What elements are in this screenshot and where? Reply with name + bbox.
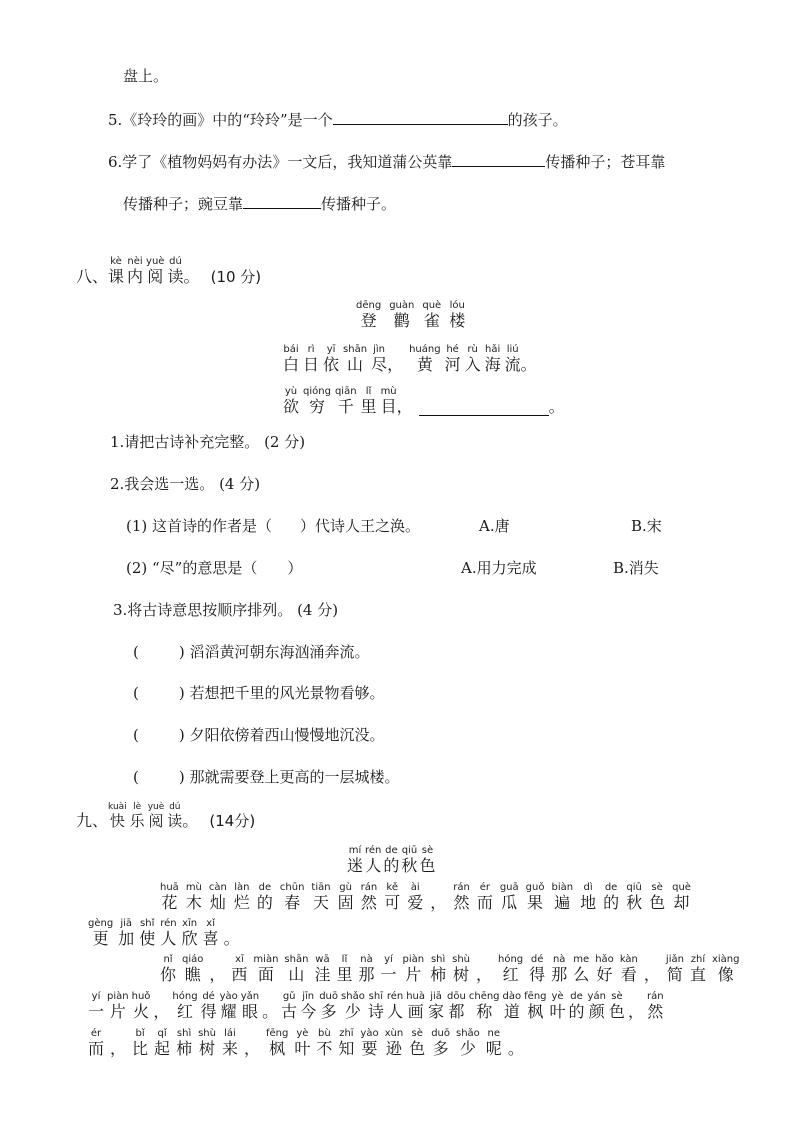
article-char: shǎo 少 [456,1028,480,1058]
question-2-1-prefix: (1) 这首诗的作者是（ [126,517,273,535]
article-char: xiàng 像 [711,954,740,984]
article-char: qǐ 起 [154,1028,171,1058]
article-char: shān 山 [284,954,309,984]
article-char: biàn 遍 [551,882,574,912]
question-2-1 [126,516,666,536]
article-char: hóng 红 [498,954,524,984]
poem-comma: ， [387,355,404,374]
article-char: xī 西 [231,954,248,984]
article-char: wā 洼 [314,954,331,984]
order-item [133,683,385,703]
article-char: shǎo 少 [341,991,365,1021]
article-char: làn 烂 [233,882,250,912]
section-8-heading [76,256,261,286]
article-punctuation: ， [643,965,660,984]
article-char: ér 而 [88,1028,105,1058]
article-char: dé 得 [200,991,217,1021]
article-char: huā 花 [160,882,179,912]
poem-char: yī 依 [323,344,340,374]
order-item-text: 若想把千里的风光景物看够。 [189,684,385,702]
article-char: me 么 [573,954,590,984]
article-char: jiǎn 简 [665,954,684,984]
question-4-tail: 盘上。 [123,67,169,85]
question-5 [108,110,568,130]
article-char: sè 色 [608,991,625,1021]
question-5-answer-blank[interactable] [333,110,508,125]
question-6-line2-prefix: 传播种子；豌豆靠 [123,195,244,213]
poem-char: qiān 千 [334,386,357,416]
question-2-2-suffix: ） [287,559,303,577]
question-2-2-option-a[interactable]: A.用力完成 [461,559,537,577]
article-char: yè 叶 [549,991,566,1021]
article-char: piàn 片 [402,954,425,984]
section-9-title-char: lè 乐 [129,802,145,830]
article-char: dì 地 [580,882,597,912]
poem-title-char: què 雀 [422,300,442,330]
question-6 [108,152,665,172]
section-8-question-1: 1.请把古诗补充完整。 (2 分) [110,433,306,451]
article-char: yào 耀 [219,991,238,1021]
question-2-2 [126,558,666,578]
question-2-1-suffix: ）代诗人王之涣。 [300,517,421,535]
paren-open: ( [133,643,139,661]
article-punctuation: ， [243,1039,260,1058]
article-char: ér 而 [476,882,493,912]
article-char: kě 可 [384,882,401,912]
article-char: yè 叶 [294,1028,311,1058]
section-8-question-3: 3.将古诗意思按顺序排列。 (4 分) [113,601,339,619]
article-char: guā 瓜 [499,882,519,912]
order-item-text: 滔滔黄河朝东海汹涌奔流。 [189,643,370,661]
poem-line-1 [283,344,537,374]
poem-char: huáng 黄 [409,344,441,374]
question-2-2-option-b[interactable]: B.消失 [613,559,659,577]
article-char: gǔ 古 [281,991,298,1021]
paren-open: ( [133,726,139,744]
article-char: fēng 枫 [524,991,547,1021]
article-title-char: mí 迷 [347,845,364,875]
article-char: qiáo 瞧 [182,954,204,984]
section-9-title-end: 。 [182,811,199,830]
article-char: ài 爱 [407,882,424,912]
poem-comma: ， [396,397,413,416]
question-6-prefix: 6.学了《植物妈妈有办法》一文后，我知道蒲公英靠 [108,153,453,171]
paren-open: ( [133,684,139,702]
article-punctuation: 。 [507,1039,524,1058]
section-8-question-2: 2.我会选一选。 (4 分) [110,475,261,493]
article-char: huà 画 [406,991,426,1021]
order-item [133,642,370,662]
article-char: ne 呢 [485,1028,502,1058]
order-item-text: 夕阳依傍着西山慢慢地沉没。 [189,726,385,744]
poem-char: qióng 穷 [303,386,331,416]
paren-close: ) [178,643,185,661]
article-char: dé 得 [529,954,546,984]
poem-line-2 [283,386,565,416]
article-title-char: de 的 [383,845,400,875]
question-6-line2-suffix: 传播种子。 [321,195,397,213]
section-9-heading [76,800,255,830]
article-char: dào 道 [502,991,522,1021]
article-char: hǎo 好 [595,954,614,984]
article-char: bǐ 比 [132,1028,149,1058]
article-char: shì 柿 [176,1028,193,1058]
article-char: yào 要 [360,1028,379,1058]
poem-title-char: lóu 楼 [449,300,466,330]
section-9-title-char: dú 读 [167,802,183,830]
question-2-2-prefix: (2) “尽”的意思是（ [126,559,258,577]
article-char: shù 树 [198,1028,216,1058]
article-p2-line3 [88,1028,530,1058]
article-char: zhí 直 [689,954,706,984]
article-title-char: qiū 秋 [401,845,418,875]
article-punctuation: 。 [262,1002,279,1021]
question-6-dandelion-blank[interactable] [452,152,545,167]
article-char: sè 色 [649,882,666,912]
section-8-title-char: yuè 阅 [146,256,165,286]
order-item [133,767,400,787]
article-char: de 的 [603,882,620,912]
poem-period: 。 [548,397,565,416]
article-punctuation: ， [476,965,493,984]
poem-title [352,300,469,330]
article-char: jīn 今 [300,991,317,1021]
section-9-score: (14分) [209,812,256,830]
order-item-text: 那就需要登上更高的一层城楼。 [189,768,400,786]
question-6-pea-blank[interactable] [243,194,321,209]
article-char: jiā 加 [118,918,135,948]
poem-char: mù 目 [380,386,397,416]
question-2-1-option-a[interactable]: A.唐 [479,517,510,535]
article-char: xīn 欣 [181,918,198,948]
question-5-suffix: 的孩子。 [507,111,568,129]
article-char: rén 人 [160,918,177,948]
article-punctuation: ， [110,1039,127,1058]
article-char: càn 灿 [208,882,227,912]
poem-title-char: guàn 鹳 [389,300,415,330]
poem-char: liú 流 [504,344,521,374]
article-char: lǐ 里 [336,954,353,984]
article-punctuation: ， [627,1002,644,1021]
article-punctuation: 。 [223,929,240,948]
article-p2-line1 [160,954,745,984]
article-char: jiā 家 [428,991,445,1021]
article-char: nà 那 [551,954,568,984]
article-char: hóng 红 [172,991,198,1021]
section-8-title-char: kè 课 [108,256,125,286]
poem-char: lǐ 里 [360,386,377,416]
article-char: huǒ 火 [131,991,151,1021]
article-char: nà 那 [358,954,375,984]
article-char: xùn 逊 [384,1028,404,1058]
article-char: sè 色 [409,1028,426,1058]
article-char: kàn 看 [619,954,638,984]
order-item [133,725,385,745]
article-title-char: rén 人 [365,845,382,875]
article-char: zhī 知 [338,1028,355,1058]
article-char: rán 然 [453,882,470,912]
article-char: guǒ 果 [525,882,545,912]
section-9-title-char: yuè 阅 [147,802,165,830]
section-8-score: (10 分) [210,268,262,286]
article-char: chēng 称 [468,991,500,1021]
article-char: mù 木 [185,882,202,912]
article-char: yí 一 [88,991,105,1021]
poem-title-char: dēng 登 [356,300,382,330]
section-8-title-char: nèi 内 [127,256,144,286]
article-char: miàn 面 [253,954,279,984]
question-5-prefix: 5.《玲玲的画》中的“玲玲”是一个 [108,111,333,129]
question-6-line2 [123,194,396,214]
article-char: xǐ 喜 [202,918,219,948]
section-8-title-end: 。 [183,267,200,286]
poem-period: 。 [520,355,537,374]
article-char: gù 固 [337,882,354,912]
article-char: rán 然 [360,882,378,912]
section-8-number: 八、 [76,267,109,286]
article-char: shī 诗 [367,991,384,1021]
question-6-mid: 传播种子；苍耳靠 [545,153,666,171]
section-9-number: 九、 [76,811,109,830]
article-char: shǐ 使 [139,918,156,948]
article-char: nǐ 你 [160,954,177,984]
paren-close: ) [178,684,185,702]
article-p2-line2 [88,991,667,1021]
article-title [346,845,436,875]
question-2-1-option-b[interactable]: B.宋 [631,517,662,535]
article-char: de 的 [568,991,585,1021]
section-8-title-char: dú 读 [167,256,184,286]
article-punctuation: ， [209,965,226,984]
poem-char: shān 山 [343,344,368,374]
article-char: duō 多 [431,1028,450,1058]
article-p1-line2 [88,918,245,948]
poem-char: rù 入 [464,344,481,374]
article-char: bù 不 [316,1028,333,1058]
article-punctuation: ， [430,893,447,912]
article-char: chūn 春 [279,882,305,912]
poem-char: rì 日 [303,344,320,374]
article-title-char: sè 色 [419,845,436,875]
article-punctuation: ， [153,1002,170,1021]
article-char: què 却 [672,882,691,912]
paren-close: ) [178,726,185,744]
section-9-title-char: kuài 快 [108,802,127,830]
poem-char: jìn 尽 [371,344,388,374]
poem-char: bái 白 [283,344,300,374]
article-char: de 的 [256,882,273,912]
article-char: shì 柿 [430,954,447,984]
article-char: qiū 秋 [626,882,643,912]
article-char: duō 多 [319,991,339,1021]
article-char: rán 然 [646,991,664,1021]
article-char: shù 树 [452,954,470,984]
poem-answer-blank[interactable] [419,399,549,416]
article-char: rén 人 [386,991,404,1021]
poem-char: hé 河 [444,344,461,374]
article-char: gèng 更 [88,918,114,948]
article-char: piàn 片 [107,991,129,1021]
paren-open: ( [133,768,139,786]
paren-close: ) [178,768,185,786]
article-char: yí 一 [380,954,397,984]
poem-char: hǎi 海 [484,344,501,374]
poem-char: yù 欲 [283,386,300,416]
article-char: fēng 枫 [266,1028,289,1058]
article-char: yán 颜 [587,991,606,1021]
article-p1-line1 [160,882,698,912]
article-char: yǎn 眼 [240,991,260,1021]
article-char: dōu 都 [447,991,466,1021]
article-char: lái 来 [221,1028,238,1058]
article-char: tiān 天 [311,882,331,912]
